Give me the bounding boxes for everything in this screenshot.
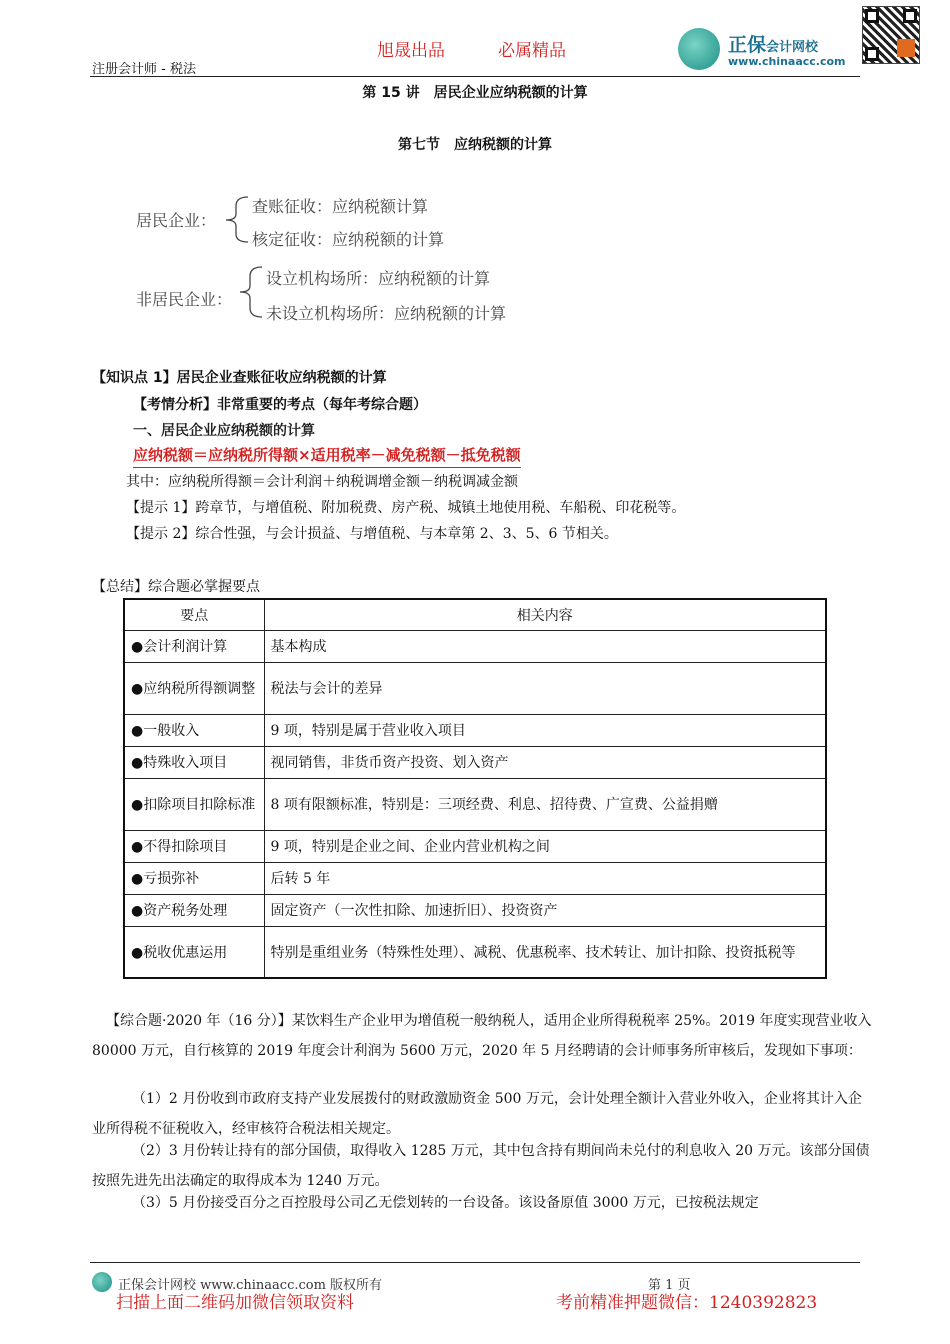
table-cell-key: ●亏损弥补 xyxy=(124,862,264,894)
tip-1: 【提示 1】跨章节，与增值税、附加税费、房产税、城镇土地使用税、车船税、印花税等。 xyxy=(126,500,686,516)
qr-code-block xyxy=(862,6,920,90)
table-cell-key: ●应纳税所得额调整 xyxy=(124,662,264,714)
table-row xyxy=(124,778,826,830)
table-cell-key: ●特殊收入项目 xyxy=(124,746,264,778)
formula-note: 其中：应纳税所得额＝会计利润＋纳税调增金额－纳税调减金额 xyxy=(126,474,518,490)
footer-logo-icon xyxy=(92,1272,112,1292)
table-cell-value: 9 项，特别是企业之间、企业内营业机构之间 xyxy=(264,830,826,862)
knowledge-point-heading: 【知识点 1】居民企业查账征收应纳税额的计算 xyxy=(92,370,387,386)
subheading-1: 一、居民企业应纳税额的计算 xyxy=(133,423,315,439)
table-row xyxy=(124,862,826,894)
footer-copyright: 正保会计网校 www.chinaacc.com 版权所有 xyxy=(118,1278,383,1293)
table-row xyxy=(124,662,826,714)
table-cell-key: ●一般收入 xyxy=(124,714,264,746)
diagram-resident-label: 居民企业： xyxy=(136,211,217,230)
collection-method-diagram xyxy=(136,188,556,328)
diagram-nonresident-label: 非居民企业： xyxy=(136,290,233,309)
table-header-cell: 相关内容 xyxy=(264,599,826,630)
question-intro: 【综合题·2020 年（16 分）】某饮料生产企业甲为增值税一般纳税人，适用企业所得税税率 25%。2019 年度实现营业收入 80000 万元，自行核算的 2019 年度会计利润为 5600 万元，2020 年 5 月经聘请的会计师事务所审核后，发现如下事项： xyxy=(92,1013,872,1059)
footer-promo-left: 扫描上面二维码加微信领取资料 xyxy=(116,1293,354,1313)
diagram-resident-item-2: 核定征收：应纳税额的计算 xyxy=(252,230,445,249)
lecture-title: 第 15 讲 居民企业应纳税额的计算 xyxy=(362,85,588,101)
question-item-3: （3）5 月份接受百分之百控股母公司乙无偿划转的一台设备。该设备原值 3000 万元，已按税法规定 xyxy=(132,1195,759,1211)
qr-code-icon xyxy=(862,6,920,64)
table-cell-value: 视同销售，非货币资产投资、划入资产 xyxy=(264,746,826,778)
table-header-cell: 要点 xyxy=(124,599,264,630)
brace-icon xyxy=(222,194,252,244)
table-row xyxy=(124,714,826,746)
table-cell-value: 后转 5 年 xyxy=(264,862,826,894)
logo-name: 正保会计网校 xyxy=(728,34,819,56)
table-cell-value: 税法与会计的差异 xyxy=(264,662,826,714)
summary-title: 【总结】综合题必掌握要点 xyxy=(92,579,260,595)
tip-2: 【提示 2】综合性强，与会计损益、与增值税、与本章第 2、3、5、6 节相关。 xyxy=(126,526,618,542)
question-item-2: （2）3 月份转让持有的部分国债，取得收入 1285 万元，其中包含持有期间尚未兑付的利息收入 20 万元。该部分国债按照先进先出法确定的取得成本为 1240 万元。 xyxy=(92,1143,870,1189)
table-cell-key: ●税收优惠运用 xyxy=(124,926,264,978)
table-cell-key: ●资产税务处理 xyxy=(124,894,264,926)
exam-analysis: 【考情分析】非常重要的考点（每年考综合题） xyxy=(133,397,427,413)
section-title: 第七节 应纳税额的计算 xyxy=(398,137,552,153)
table-row xyxy=(124,630,826,662)
brand-slogan-right: 必属精品 xyxy=(498,41,566,61)
diagram-nonresident-item-2: 未设立机构场所：应纳税额的计算 xyxy=(266,304,507,323)
question-item-1: （1）2 月份收到市政府支持产业发展拨付的财政激励资金 500 万元，会计处理全额计入营业外收入，企业将其计入企业所得税不征税收入，经审核符合税法相关规定。 xyxy=(92,1091,862,1137)
table-cell-key: ●不得扣除项目 xyxy=(124,830,264,862)
diagram-resident-item-1: 查账征收：应纳税额计算 xyxy=(252,197,429,216)
brace-icon xyxy=(236,264,266,320)
footer-promo-right: 考前精准押题微信：1240392823 xyxy=(556,1293,818,1313)
summary-table xyxy=(123,598,827,979)
table-cell-value: 固定资产（一次性扣除、加速折旧）、投资资产 xyxy=(264,894,826,926)
table-cell-value: 特别是重组业务（特殊性处理）、减税、优惠税率、技术转让、加计扣除、投资抵税等 xyxy=(264,926,826,978)
table-row xyxy=(124,746,826,778)
table-cell-value: 9 项，特别是属于营业收入项目 xyxy=(264,714,826,746)
brand-slogan-left: 旭晟出品 xyxy=(377,41,445,61)
table-row xyxy=(124,830,826,862)
table-cell-value: 8 项有限额标准，特别是：三项经费、利息、招待费、广宣费、公益捐赠 xyxy=(264,778,826,830)
diagram-nonresident-item-1: 设立机构场所：应纳税额的计算 xyxy=(266,269,491,288)
logo-emblem-icon xyxy=(678,28,720,70)
logo-url: www.chinaacc.com xyxy=(728,55,846,68)
footer-page-number: 第 1 页 xyxy=(648,1278,691,1293)
tax-formula: 应纳税额＝应纳税所得额×适用税率－减免税额－抵免税额 xyxy=(133,444,521,468)
table-row xyxy=(124,926,826,978)
chinaacc-logo xyxy=(678,28,856,76)
table-cell-key: ●会计利润计算 xyxy=(124,630,264,662)
table-header-row xyxy=(124,599,826,630)
table-cell-key: ●扣除项目扣除标准 xyxy=(124,778,264,830)
footer-divider xyxy=(90,1262,860,1263)
table-cell-value: 基本构成 xyxy=(264,630,826,662)
table-row xyxy=(124,894,826,926)
header-divider xyxy=(90,76,860,77)
header-course-label: 注册会计师 - 税法 xyxy=(92,62,196,77)
